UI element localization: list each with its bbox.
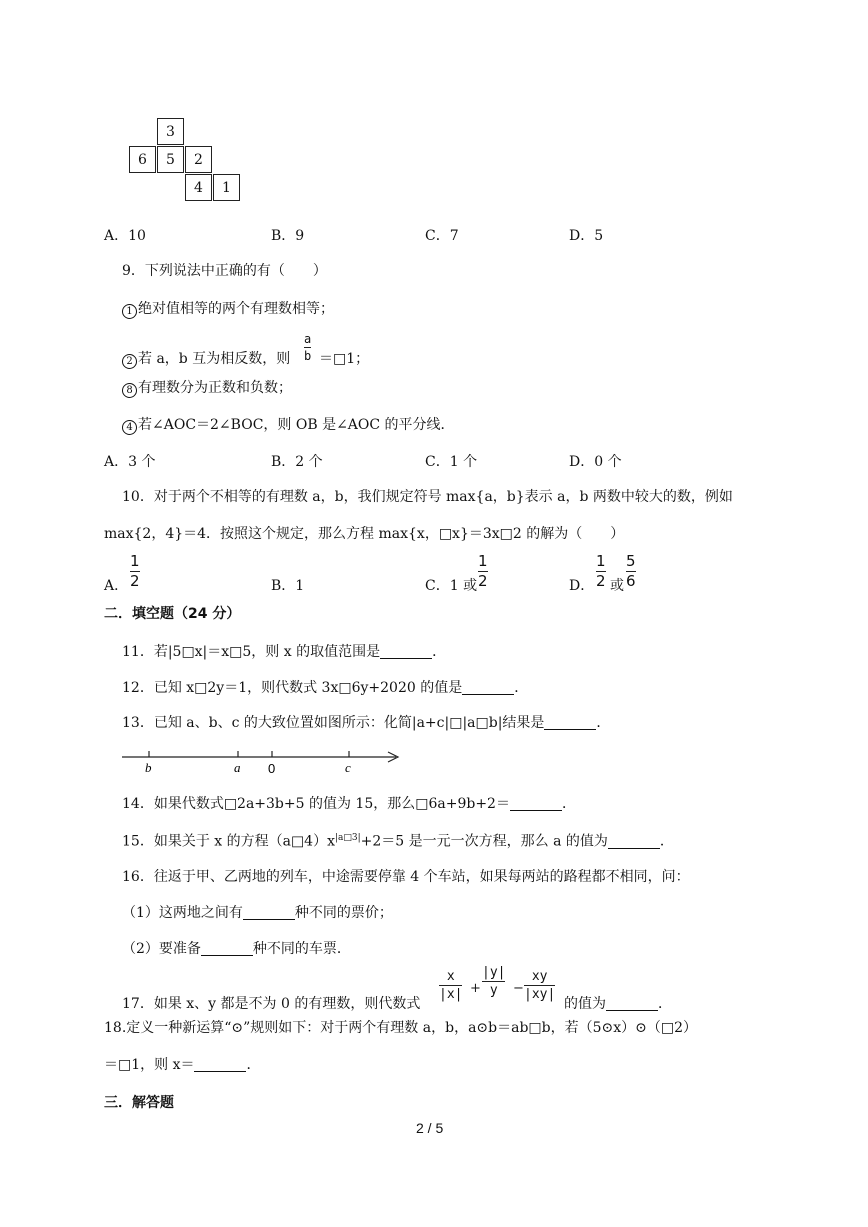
q18-end: ． <box>246 1057 261 1073</box>
q16: 16．往返于甲、乙两地的列车，中途需要停靠 4 个车站，如果每两站的路程都不相同，问： <box>122 869 690 885</box>
q9-statement-4 <box>122 418 455 435</box>
q16-1-text: （1）这两地之间有 <box>122 905 243 921</box>
q9-option-b: B．2 个 <box>271 454 323 470</box>
q9-stem: 9．下列说法中正确的有（ ） <box>122 263 327 279</box>
q10-option-d-label: D． <box>569 578 595 594</box>
fraction-denominator: 2 <box>130 572 140 590</box>
q12-text: 12．已知 x□2y＝1，则代数式 3x□6y+2020 的值是 <box>122 680 463 696</box>
fraction-denominator: 2 <box>478 572 488 590</box>
q17-text: 17．如果 x、y 都是不为 0 的有理数，则代数式 <box>122 996 421 1012</box>
circled-number-icon: 2 <box>122 354 137 369</box>
q8-option-d: D．5 <box>569 228 604 244</box>
label-c: c <box>345 760 351 775</box>
q10-line2: max{2，4}＝4．按照这个规定，那么方程 max{x，□x}＝3x□2 的解为（ ） <box>104 526 625 542</box>
fraction-numerator: x <box>446 969 455 984</box>
q17-minus: − <box>513 981 524 996</box>
answer-blank <box>544 717 596 730</box>
circled-number-icon: 8 <box>122 383 137 398</box>
q9-fraction <box>304 333 311 362</box>
q10-option-c-label: C．1 或 <box>425 578 478 594</box>
fraction-numerator: xy <box>531 969 548 984</box>
q10-option-d-fraction-2 <box>626 554 636 589</box>
label-zero: 0 <box>268 761 276 776</box>
q16-part2 <box>122 942 351 956</box>
q9-option-d: D．0 个 <box>569 454 622 470</box>
q16-2-text-2: 种不同的车票． <box>252 941 351 957</box>
q15 <box>122 834 674 849</box>
q12-end: ． <box>514 680 529 696</box>
q17-period: ． <box>658 996 672 1012</box>
fraction-numerator: 1 <box>478 552 488 570</box>
fraction-bar <box>482 981 505 982</box>
q9-s2-text: 若 a，b 互为相反数，则 <box>138 351 291 367</box>
fraction-denominator: b <box>304 349 312 363</box>
net-cell: 1 <box>213 174 240 201</box>
fraction-denominator: 2 <box>596 572 606 590</box>
q16-1-text-2: 种不同的票价； <box>294 905 393 921</box>
q10-option-d-fraction-1 <box>596 554 606 589</box>
q15-text: 15．如果关于 x 的方程（a□4）x <box>122 833 335 850</box>
q9-s3-text: 有理数分为正数和负数； <box>138 380 292 396</box>
q14-end: ． <box>561 796 576 812</box>
q11 <box>122 645 446 659</box>
circled-number-icon: 1 <box>122 304 137 319</box>
q10-option-a-fraction <box>130 554 140 589</box>
q10-option-c-fraction <box>478 554 488 589</box>
q15-end: ． <box>659 833 674 850</box>
q17-end <box>564 997 672 1011</box>
q17-text-2: 的值为 <box>564 996 606 1012</box>
q11-text: 11．若|5□x|＝x□5，则 x 的取值范围是 <box>122 644 381 660</box>
q18-line1: 18.定义一种新运算“⊙”规则如下：对于两个有理数 a，b，a⊙b＝ab□b，若（5⊙x）⊙（□2） <box>104 1020 698 1036</box>
q11-end: ． <box>432 644 447 660</box>
q9-statement-2 <box>122 352 290 369</box>
answer-blank <box>462 682 514 695</box>
net-cell: 6 <box>129 146 156 173</box>
q14 <box>122 797 576 811</box>
q13-end: ． <box>596 715 611 731</box>
q10-line1: 10．对于两个不相等的有理数 a，b，我们规定符号 max{a，b}表示 a，b 两数中较大的数，例如 <box>122 489 733 505</box>
fraction-numerator: |y| <box>482 965 506 980</box>
net-cell: 2 <box>185 146 212 173</box>
q16-part1 <box>122 906 393 920</box>
q16-2-text: （2）要准备 <box>122 941 201 957</box>
fraction-denominator: |xy| <box>524 987 556 1002</box>
q13 <box>122 716 610 730</box>
number-line-figure <box>118 745 408 777</box>
q9-statement-3 <box>122 381 292 398</box>
q17-plus: + <box>470 981 481 996</box>
q9-s2-end: ＝□1； <box>319 351 370 367</box>
fraction-bar <box>439 985 462 986</box>
q13-text: 13．已知 a、b、c 的大致位置如图所示：化简|a+c|□|a□b|结果是 <box>122 715 545 731</box>
net-cell: 4 <box>185 174 212 201</box>
q9-option-c: C．1 个 <box>425 454 478 470</box>
fraction-denominator: 6 <box>626 572 636 590</box>
answer-blank <box>380 646 432 659</box>
q17-fraction-3 <box>524 970 555 1001</box>
circled-number-icon: 4 <box>122 420 137 435</box>
fraction-numerator: 1 <box>596 552 606 570</box>
fraction-numerator: 5 <box>626 552 636 570</box>
q17-fraction-1 <box>439 970 462 1001</box>
fraction-bar <box>304 347 311 348</box>
page-number: 2 / 5 <box>416 1120 444 1136</box>
fraction-numerator: a <box>304 332 312 346</box>
answer-blank <box>606 998 658 1011</box>
answer-blank <box>510 798 562 811</box>
label-a: a <box>234 760 241 775</box>
answer-blank <box>201 943 253 956</box>
q10-option-b: B．1 <box>271 578 305 594</box>
label-b: b <box>145 760 152 775</box>
fraction-denominator: y <box>489 983 498 998</box>
fraction-denominator: |x| <box>439 987 463 1002</box>
q15-exponent: |a□3| <box>335 833 361 843</box>
answer-blank <box>194 1059 246 1072</box>
section-heading-solutions: 三．解答题 <box>104 1095 174 1111</box>
q17-fraction-2 <box>482 966 505 997</box>
answer-blank <box>243 907 295 920</box>
q9-statement-1 <box>122 302 334 319</box>
q9-s1-text: 绝对值相等的两个有理数相等； <box>138 301 334 317</box>
q8-option-a: A．10 <box>104 228 146 244</box>
fraction-bar <box>524 985 555 986</box>
net-cell: 3 <box>157 118 184 145</box>
q12 <box>122 681 528 695</box>
q15-text-2: +2＝5 是一元一次方程，那么 a 的值为 <box>360 833 608 850</box>
q14-text: 14．如果代数式□2a+3b+5 的值为 15，那么□6a+9b+2＝ <box>122 796 510 812</box>
q10-option-a-label: A． <box>104 578 129 594</box>
q18-line2 <box>104 1058 260 1072</box>
q8-option-b: B．9 <box>271 228 305 244</box>
q9-s4-text: 若∠AOC＝2∠BOC，则 OB 是∠AOC 的平分线． <box>138 417 455 433</box>
section-heading-fill-in: 二．填空题（24 分） <box>104 606 241 622</box>
net-cell: 5 <box>157 146 184 173</box>
q8-option-c: C．7 <box>425 228 459 244</box>
q10-option-d-or: 或 <box>610 578 624 594</box>
q9-option-a: A．3 个 <box>104 454 156 470</box>
answer-blank <box>608 836 660 849</box>
fraction-numerator: 1 <box>130 552 140 570</box>
q18-text: ＝□1，则 x＝ <box>104 1057 195 1073</box>
